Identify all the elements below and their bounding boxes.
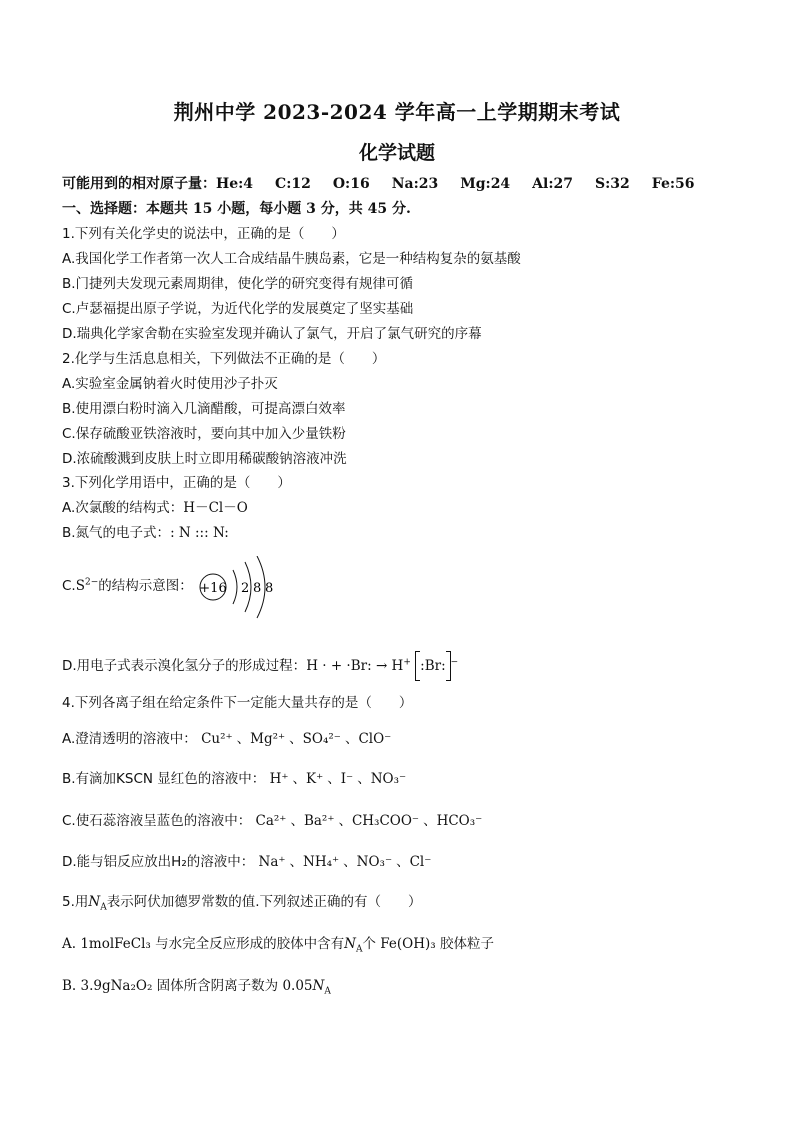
q3-stem: 3.下列化学用语中，正确的是（ ） — [62, 475, 291, 491]
avogadro-subscript: A — [100, 902, 107, 913]
q1-option-d: D.瑞典化学家舍勒在实验室发现并确认了氯气，开启了氯气研究的序幕 — [62, 326, 482, 342]
q2-stem: 2.化学与生活息息相关，下列做法不正确的是（ ） — [62, 351, 386, 367]
avogadro-symbol: N — [88, 894, 101, 910]
avogadro-symbol: N — [312, 978, 325, 994]
nucleus-charge: +16 — [199, 581, 227, 596]
q1-stem: 1.下列有关化学史的说法中，正确的是（ ） — [62, 226, 345, 242]
ion: H⁺ — [269, 771, 289, 787]
q3-c-label-pre: C. — [62, 578, 76, 594]
ion: NO₃⁻ — [356, 854, 393, 870]
ion: Cu²⁺ — [201, 731, 233, 747]
q1-option-c: C.卢瑟福提出原子学说，为近代化学的发展奠定了坚实基础 — [62, 301, 414, 317]
q3-c-charge: 2− — [84, 577, 99, 588]
ion: NH₄⁺ — [303, 854, 340, 870]
q5-option-b — [62, 977, 331, 995]
ion: K⁺ — [306, 771, 324, 787]
q4-c-label: C.使石蕊溶液呈蓝色的溶液中： — [62, 813, 252, 829]
q3-option-d — [62, 651, 458, 681]
q3-d-plus: + — [403, 657, 411, 668]
atomic-mass-item: He:4 — [216, 176, 254, 192]
q5-stem — [62, 893, 422, 911]
avogadro-subscript: A — [355, 944, 363, 955]
shell-electrons-3: 8 — [265, 581, 274, 596]
ion: Cl⁻ — [409, 854, 432, 870]
q4-option-b: B.有滴加KSCN 显红色的溶液中： H⁺ 、K⁺ 、I⁻ 、NO₃⁻ — [62, 771, 407, 787]
shell-electrons-2: 8 — [253, 581, 262, 596]
ion: I⁻ — [340, 771, 354, 787]
ion: Ba²⁺ — [303, 813, 335, 829]
q2-option-c: C.保存硫酸亚铁溶液时，要向其中加入少量铁粉 — [62, 426, 346, 442]
ion: Ca²⁺ — [255, 813, 287, 829]
q4-option-c: C.使石蕊溶液呈蓝色的溶液中： Ca²⁺ 、Ba²⁺ 、CH₃COO⁻ 、HCO₃⁻ — [62, 813, 483, 829]
shell-arc-1 — [233, 570, 237, 604]
atomic-mass-item: Mg:24 — [460, 176, 511, 192]
q2-option-b: B.使用漂白粉时滴入几滴醋酸，可提高漂白效率 — [62, 401, 346, 417]
section-heading: 一、选择题：本题共 15 小题，每小题 3 分，共 45 分. — [62, 201, 411, 217]
atomic-mass-item: O:16 — [332, 176, 370, 192]
q3-d-label: D.用电子式表示溴化氢分子的形成过程： — [62, 658, 307, 674]
ion: HCO₃⁻ — [436, 813, 483, 829]
atomic-mass-item: S:32 — [595, 176, 630, 192]
atomic-mass-line — [62, 175, 695, 193]
q5-a-pre: A. 1molFeCl₃ 与水完全反应形成的胶体中含有 — [62, 936, 345, 952]
q4-b-label: B.有滴加KSCN 显红色的溶液中： — [62, 771, 266, 787]
sulfide-ion-structure-diagram — [195, 556, 285, 620]
avogadro-symbol: N — [344, 936, 356, 952]
q3-d-minus: − — [450, 657, 459, 668]
atomic-mass-item: Fe:56 — [651, 176, 695, 192]
q3-d-bromide: :Br: — [420, 658, 446, 674]
q5-a-post: 个 Fe(OH)₃ 胶体粒子 — [362, 936, 494, 952]
exam-subtitle: 化学试题 — [358, 142, 435, 164]
ion: Mg²⁺ — [250, 731, 286, 747]
q5-option-a — [62, 935, 494, 953]
atomic-mass-item: Na:23 — [391, 176, 439, 192]
q3-option-c — [62, 577, 193, 595]
atomic-mass-item: C:12 — [275, 176, 311, 192]
q4-stem: 4.下列各离子组在给定条件下一定能大量共存的是（ ） — [62, 695, 413, 711]
q5-b-pre: B. 3.9gNa₂O₂ 固体所含阴离子数为 0.05 — [62, 978, 313, 994]
q5-stem-post: 表示阿伏加德罗常数的值.下列叙述正确的有（ ） — [106, 894, 422, 910]
ion: CH₃COO⁻ — [351, 813, 420, 829]
atomic-mass-label: 可能用到的相对原子量： — [62, 176, 216, 192]
q4-option-a: A.澄清透明的溶液中： Cu²⁺ 、Mg²⁺ 、SO₄²⁻ 、ClO⁻ — [62, 731, 392, 747]
q3-b-formula: : N ::: N: — [170, 525, 229, 541]
q3-b-label: B.氮气的电子式： — [62, 525, 171, 541]
q4-option-d: D.能与铝反应放出H₂的溶液中： Na⁺ 、NH₄⁺ 、NO₃⁻ 、Cl⁻ — [62, 854, 432, 870]
ion: Na⁺ — [258, 854, 286, 870]
ion: SO₄²⁻ — [302, 731, 341, 747]
q3-option-a — [62, 499, 248, 517]
atomic-mass-item: Al:27 — [532, 176, 574, 192]
avogadro-subscript: A — [324, 986, 331, 997]
ion: ClO⁻ — [358, 731, 392, 747]
q3-option-b — [62, 524, 229, 542]
q3-a-formula: H－Cl－O — [183, 500, 248, 516]
q3-a-label: A.次氯酸的结构式： — [62, 500, 184, 516]
q5-stem-pre: 5.用 — [62, 894, 89, 910]
q3-c-label-post: 的结构示意图： — [98, 578, 193, 594]
q2-option-a: A.实验室金属钠着火时使用沙子扑灭 — [62, 376, 278, 392]
ion: NO₃⁻ — [370, 771, 407, 787]
q3-c-ion: S — [75, 578, 85, 594]
q2-option-d: D.浓硫酸溅到皮肤上时立即用稀碳酸钠溶液冲洗 — [62, 451, 347, 467]
q4-d-label: D.能与铝反应放出H₂的溶液中： — [62, 854, 255, 870]
q1-option-a: A.我国化学工作者第一次人工合成结晶牛胰岛素，它是一种结构复杂的氨基酸 — [62, 251, 521, 267]
shell-electrons-1: 2 — [241, 581, 250, 596]
exam-title: 荆州中学 2023-2024 学年高一上学期期末考试 — [173, 100, 621, 124]
q1-option-b: B.门捷列夫发现元素周期律，使化学的研究变得有规律可循 — [62, 276, 414, 292]
q4-a-label: A.澄清透明的溶液中： — [62, 731, 197, 747]
q3-d-formula: H · + ·Br: → H — [306, 658, 404, 674]
